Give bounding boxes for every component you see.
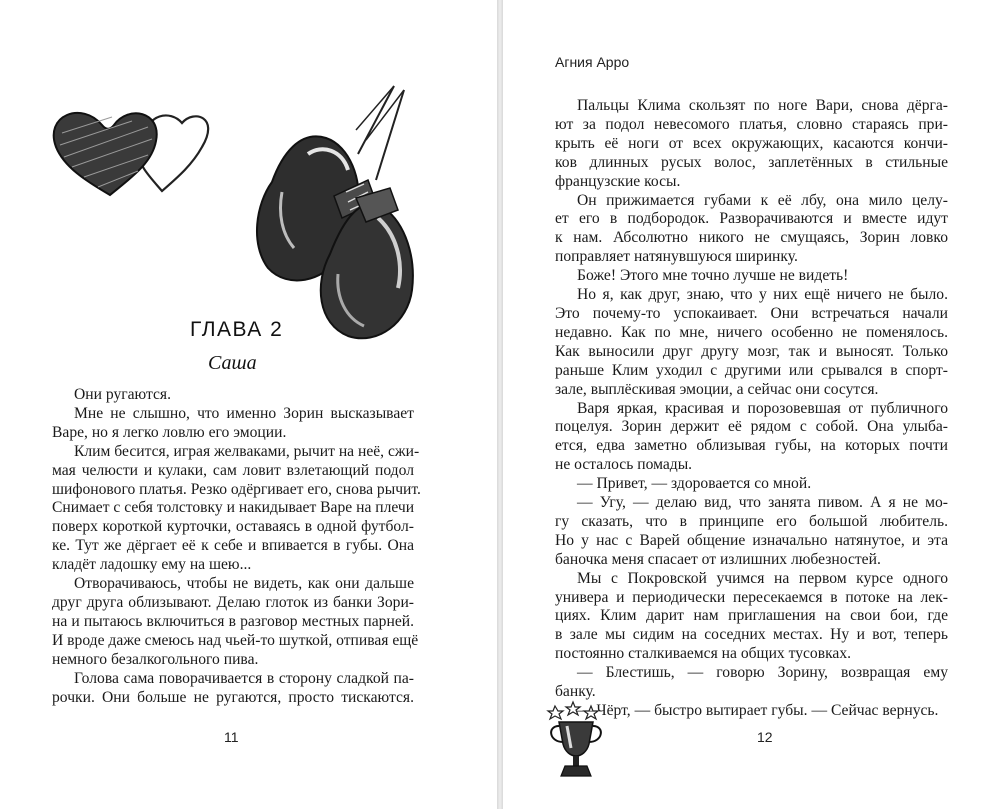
text-line: зале, выплёскивая эмоции, а сейчас они сосутся. [555, 380, 879, 398]
text-line: гу сказать, что в принципе его большой любитель. [555, 512, 948, 530]
page-number: 12 [757, 729, 773, 745]
text-line: Отворачиваюсь, чтобы не видеть, как они дальше [74, 575, 414, 593]
right-page-text [555, 97, 948, 721]
paragraph [555, 475, 948, 494]
text-line: Клим бесится, играя желваками, рычит на неё, сжи- [74, 442, 420, 460]
text-line: рочки. Они больше не ругаются, просто тискаются. [52, 688, 414, 706]
text-line: ют за подол невесомого платья, словно стараясь при- [555, 115, 948, 133]
text-line: шифонового платья. Резко одёргивает его, снова рычит. [52, 480, 421, 498]
text-line: Как выносили друг другу мозг, так и выносят. Только [555, 342, 948, 360]
text-line: баночка меня спасает от излишних любезностей. [555, 550, 881, 568]
paragraph [555, 664, 948, 702]
text-line: Боже! Этого мне точно лучше не видеть! [577, 267, 849, 285]
paragraph [555, 97, 948, 192]
right-page [503, 0, 1000, 809]
text-line: французские косы. [555, 172, 681, 190]
paragraph [555, 494, 948, 570]
paragraph [52, 405, 414, 443]
paragraph [555, 286, 948, 399]
hearts-icon [52, 103, 214, 199]
left-page-text [52, 386, 421, 707]
text-line: Снимает с себя толстовку и накидывает Варе на плечи [52, 499, 415, 517]
paragraph [555, 702, 948, 721]
text-line: Варя яркая, красивая и порозовевшая от публичного [577, 399, 948, 417]
text-line: крыть её ноги от всех окружающих, касаются кончи- [555, 134, 948, 152]
text-line: немного безалкогольного пива. [52, 650, 259, 668]
left-page [0, 0, 497, 809]
text-line: друг друга облизывают. Делаю глоток из банки Зори- [52, 593, 414, 611]
paragraph [555, 267, 948, 286]
text-line: Он прижимается губами к её лбу, она мило целу- [577, 191, 948, 209]
text-line: Но у нас с Варей общение изначально натянутое, и эта [555, 531, 948, 549]
text-line: кладёт ладошку ему на шею... [52, 556, 252, 574]
text-line: — Угу, — делаю вид, что занята пивом. А я не мо- [577, 494, 948, 512]
text-line: на и пытаюсь включиться в разговор местных парней. [52, 612, 414, 630]
paragraph [555, 570, 948, 665]
text-line: И вроде даже смеюсь над чьей-то шуткой, отпивая ещё [52, 631, 419, 649]
text-line: циях. Клим дарит нам приглашения на свои бои, где [555, 607, 948, 625]
text-line: — Чёрт, — быстро вытирает губы. — Сейчас вернусь. [577, 702, 939, 719]
text-line: ке. Тут же дёргает её к себе и впивается в губы. Она [52, 537, 414, 555]
text-line: Мне не слышно, что именно Зорин высказывает [74, 404, 414, 422]
text-line: в зале мы сидим на соседних местах. Ну и вот, теперь [555, 626, 948, 644]
boxing-gloves-icon [238, 84, 416, 346]
paragraph [52, 575, 419, 670]
text-line: ется, едва заметно облизывая губы, на которых почти [555, 437, 948, 455]
text-line: не осталось помады. [555, 456, 693, 474]
paragraph [52, 442, 421, 575]
text-line: ков длинных русых волос, заплетённых в стильные [555, 153, 948, 171]
text-line: Варе, но я легко ловлю его эмоции. [52, 423, 287, 441]
text-line: недавно. Как по мне, ничего особенно не поменялось. [555, 323, 948, 341]
paragraph [52, 386, 414, 405]
text-line: Это почему-то успокаивает. Они встречаться начали [555, 304, 948, 322]
text-line: Голова сама поворачивается в сторону сладкой па- [74, 669, 414, 687]
text-line: универа и периодически пересекаемся в потоке на лек- [555, 588, 948, 606]
chapter-title: ГЛАВА 2 [190, 318, 284, 341]
trophy-icon [545, 700, 607, 780]
text-line: раньше Клим уходил с другими или срывался в спорт- [555, 361, 948, 379]
text-line: к нам. Абсолютно никого не смущаясь, Зорин ловко [555, 229, 948, 247]
text-line: постоянно сталкиваемся на общих тусовках. [555, 645, 852, 663]
text-line: мая челюсти и кулаки, сам ловит взлетающий подол [52, 461, 414, 479]
paragraph [555, 400, 948, 476]
text-line: Мы с Покровской учимся на первом курсе одного [577, 569, 948, 587]
text-line: ет его в подбородок. Разворачиваются и вместе идут [555, 210, 948, 228]
text-line: Они ругаются. [74, 386, 171, 403]
paragraph [52, 670, 414, 708]
text-line: поверх короткой курточки, оставаясь в одной футбол- [52, 518, 414, 536]
chapter-subtitle: Саша [208, 352, 257, 374]
running-head-author: Агния Арро [555, 54, 630, 70]
text-line: — Блестишь, — говорю Зорину, возвращая ему [577, 664, 948, 682]
text-line: поцелуя. Зорин держит её рядом с собой. Она улыба- [555, 418, 948, 436]
text-line: поправляет натянувшуюся ширинку. [555, 248, 798, 266]
text-line: — Привет, — здоровается со мной. [577, 475, 812, 493]
page-number: 11 [224, 729, 239, 745]
text-line: Пальцы Клима скользят по ноге Вари, снова дёрга- [577, 97, 948, 114]
text-line: Но я, как друг, знаю, что у них ещё ничего не было. [577, 286, 948, 304]
paragraph [555, 192, 948, 268]
text-line: банку. [555, 683, 596, 701]
